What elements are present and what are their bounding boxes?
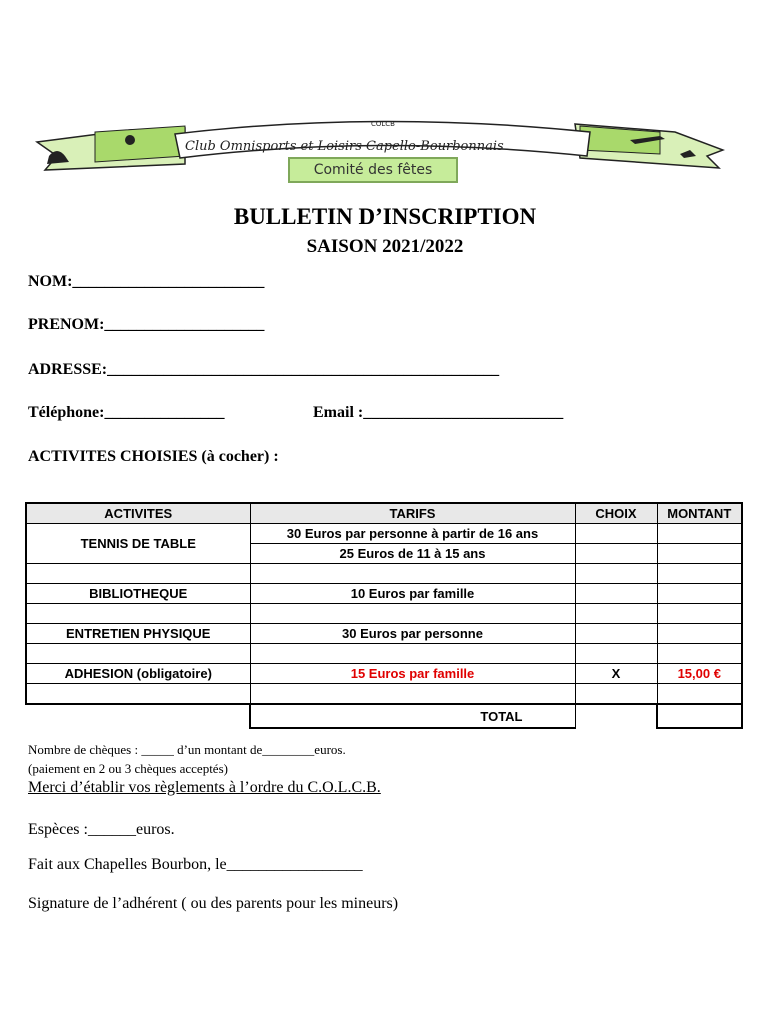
table-header-row [26, 503, 742, 524]
total-amount-cell[interactable] [657, 704, 742, 728]
table-row [26, 524, 742, 544]
table-row [26, 664, 742, 684]
header-activites: ACTIVITES [26, 503, 250, 524]
payment-order-note: Merci d’établir vos règlements à l’ordre du C.O.L.C.B. [28, 779, 381, 796]
montant-bibliotheque-cell[interactable] [657, 584, 742, 604]
season-subtitle: SAISON 2021/2022 [306, 236, 464, 257]
header-montant: MONTANT [657, 503, 742, 524]
table-row [26, 584, 742, 604]
choix-tennis-cell[interactable] [575, 524, 657, 544]
choix-adhesion-cell[interactable]: X [575, 664, 657, 684]
activities-heading: ACTIVITES CHOISIES (à cocher) : [28, 448, 279, 465]
header-choix: CHOIX [575, 503, 657, 524]
activity-entretien: ENTRETIEN PHYSIQUE [26, 624, 250, 644]
cheques-line[interactable]: Nombre de chèques : _____ d’un montant de________euros. [28, 742, 346, 757]
montant-entretien-cell[interactable] [657, 624, 742, 644]
activity-tennis: TENNIS DE TABLE [26, 524, 250, 564]
prenom-field[interactable]: PRENOM:____________________ [28, 316, 265, 333]
signature-line: Signature de l’adhérent ( ou des parents pour les mineurs) [28, 895, 399, 912]
montant-tennis-cell[interactable] [657, 524, 742, 544]
activity-bibliotheque: BIBLIOTHEQUE [26, 584, 250, 604]
tarif-tennis-adult: 30 Euros par personne à partir de 16 ans [250, 524, 575, 544]
activity-adhesion: ADHESION (obligatoire) [26, 664, 250, 684]
tarif-bibliotheque: 10 Euros par famille [250, 584, 575, 604]
email-field[interactable]: Email :_________________________ [313, 404, 564, 421]
nom-field[interactable]: NOM:________________________ [28, 273, 265, 290]
especes-line[interactable]: Espèces :______euros. [28, 821, 175, 838]
tarif-entretien: 30 Euros par personne [250, 624, 575, 644]
activities-table [25, 502, 743, 729]
comite-des-fetes-badge: Comité des fêtes [288, 157, 458, 183]
table-row [26, 564, 742, 584]
choix-bibliotheque-cell[interactable] [575, 584, 657, 604]
acronym-text: COLCB [371, 120, 395, 128]
montant-adhesion-cell[interactable]: 15,00 € [657, 664, 742, 684]
table-row [26, 684, 742, 705]
place-date-line[interactable]: Fait aux Chapelles Bourbon, le_________________ [28, 856, 363, 873]
table-row [26, 624, 742, 644]
telephone-field[interactable]: Téléphone:_______________ [28, 404, 225, 421]
total-label: TOTAL [250, 704, 575, 728]
cheques-note: (paiement en 2 ou 3 chèques acceptés) [28, 761, 228, 776]
montant-tennis-youth-cell[interactable] [657, 544, 742, 564]
choix-entretien-cell[interactable] [575, 624, 657, 644]
club-name-text: Club Omnisports et Loisirs Capello-Bourbonnais [185, 139, 504, 154]
player-icon [125, 135, 135, 145]
page-title: BULLETIN D’INSCRIPTION [233, 204, 537, 229]
adresse-field[interactable]: ADRESSE:_________________________________________________ [28, 361, 500, 378]
header-tarifs: TARIFS [250, 503, 575, 524]
total-row [26, 704, 742, 728]
table-row [26, 604, 742, 624]
tarif-adhesion: 15 Euros par famille [250, 664, 575, 684]
tarif-tennis-youth: 25 Euros de 11 à 15 ans [250, 544, 575, 564]
choix-tennis-youth-cell[interactable] [575, 544, 657, 564]
table-row [26, 644, 742, 664]
